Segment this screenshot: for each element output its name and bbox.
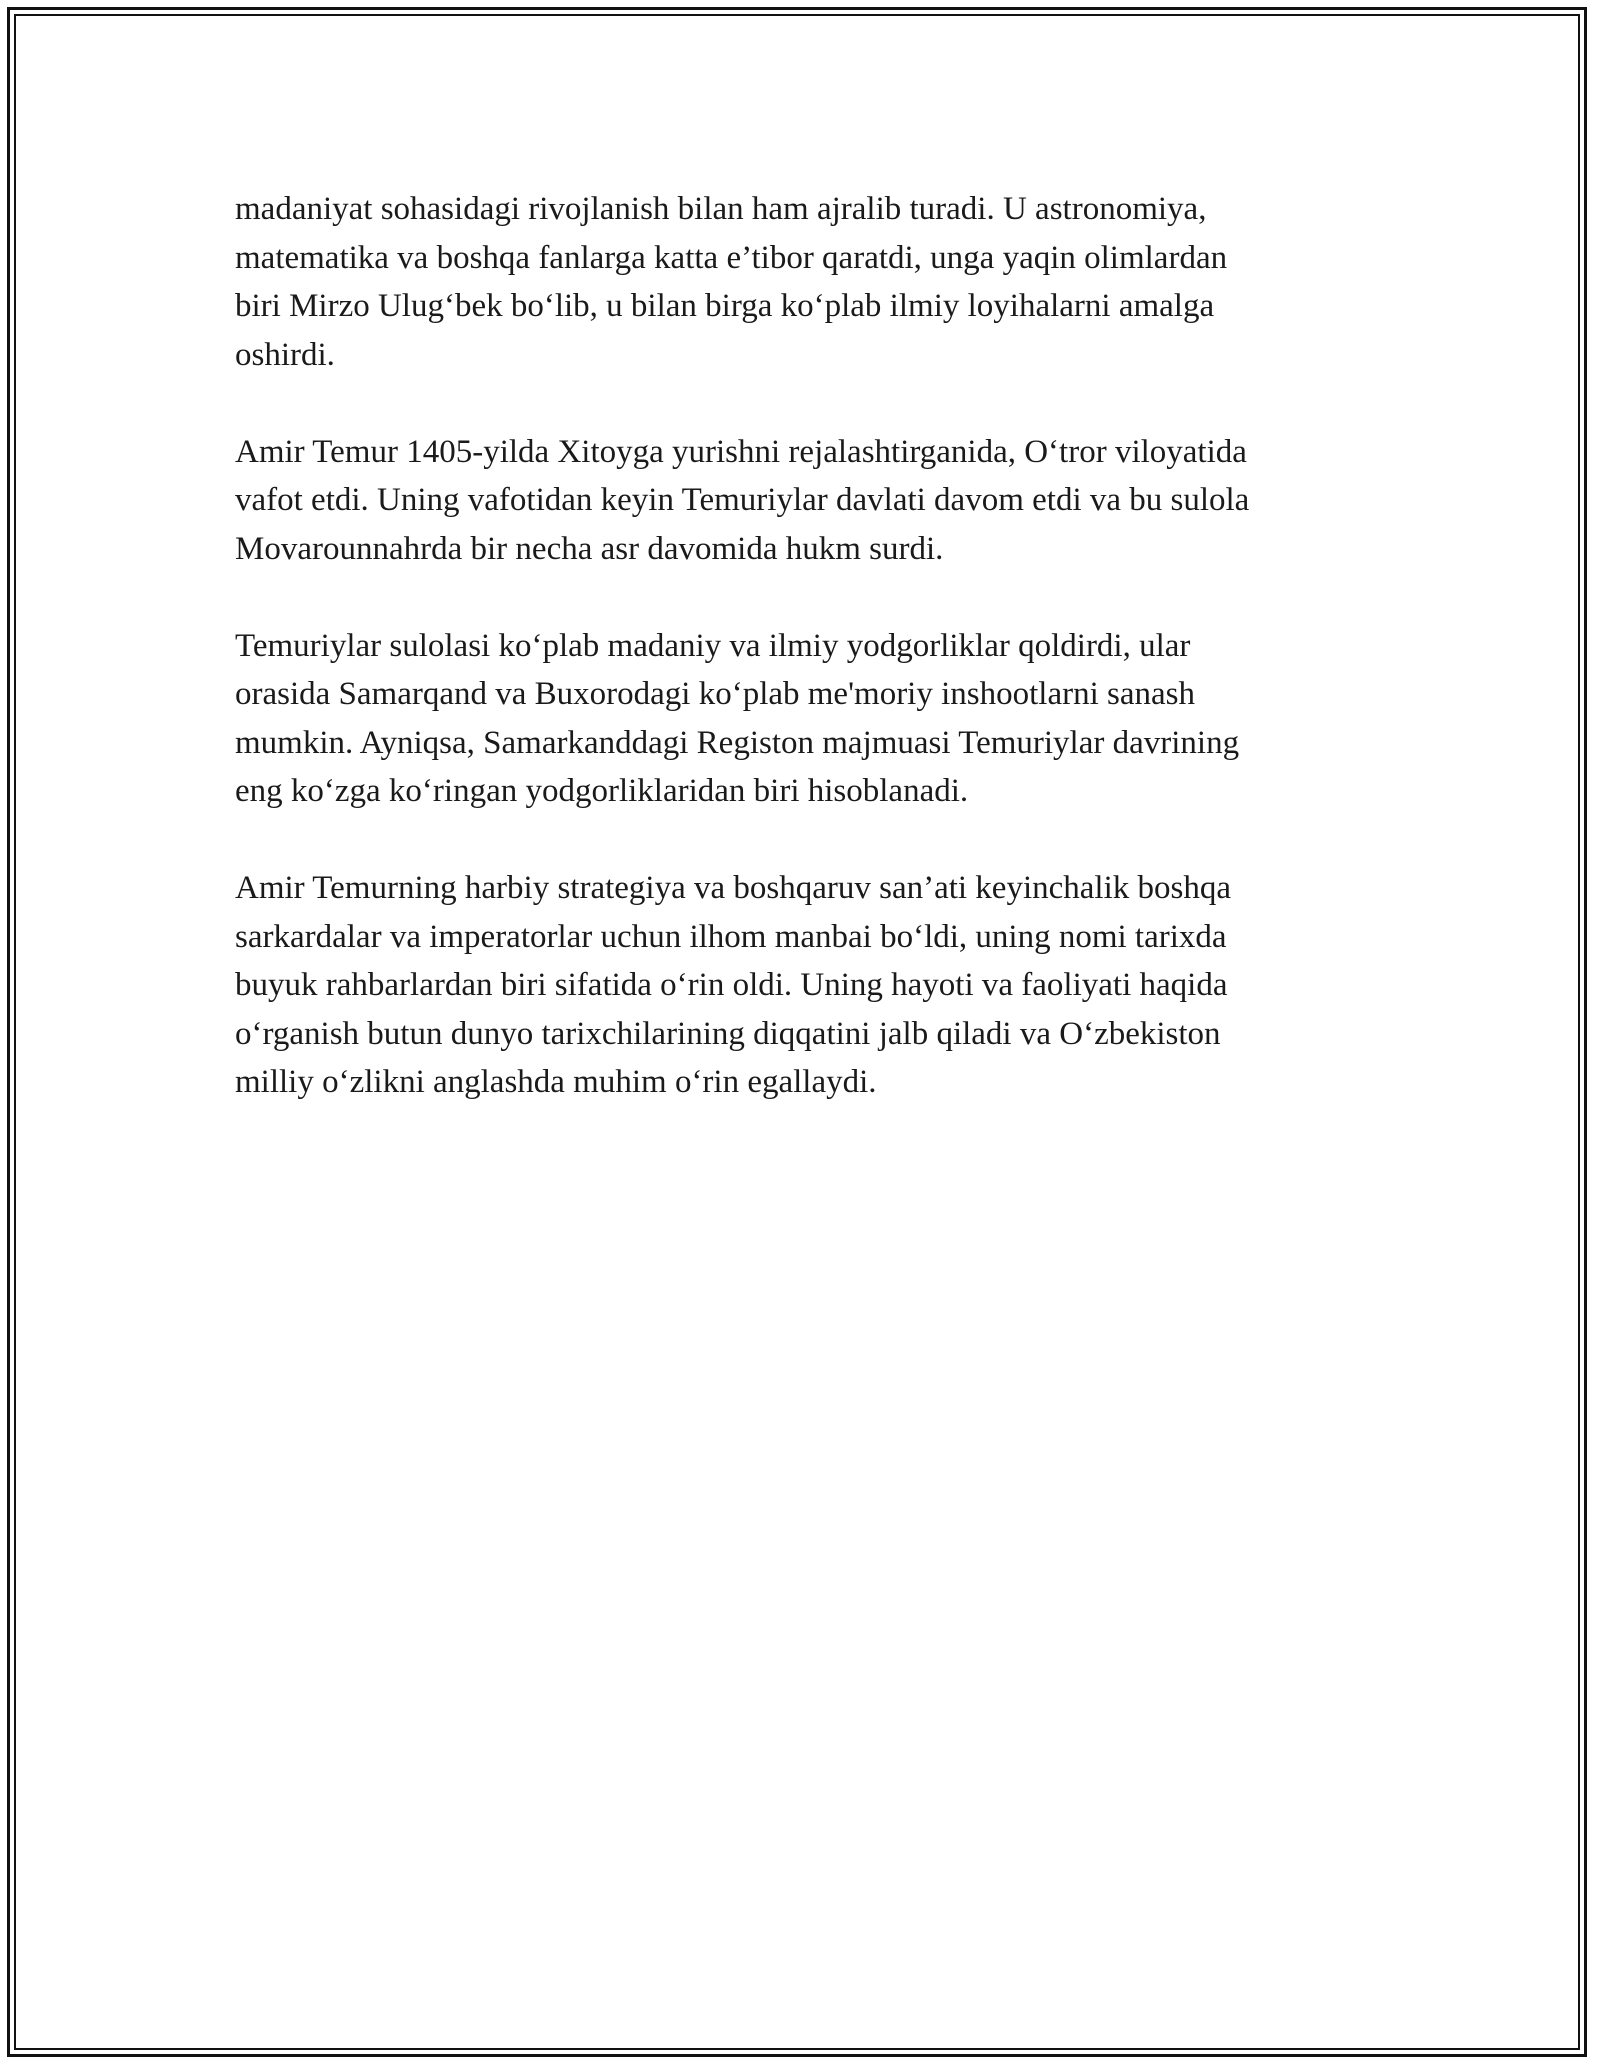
text-line: oshirdi. (235, 336, 335, 373)
paragraph-3 (235, 622, 1385, 816)
paragraph-4 (235, 864, 1385, 1107)
paragraph-1 (235, 185, 1385, 379)
text-line: o‘rganish butun dunyo tarixchilarining diqqatini jalb qiladi va O‘zbekiston (235, 1015, 1221, 1052)
text-line: matematika va boshqa fanlarga katta e’tibor qaratdi, unga yaqin olimlardan (235, 239, 1228, 276)
text-line: biri Mirzo Ulug‘bek bo‘lib, u bilan birga ko‘plab ilmiy loyihalarni amalga (235, 288, 1215, 324)
text-line: Movarounnahrda bir necha asr davomida hukm surdi. (235, 530, 944, 567)
text-line: Temuriylar sulolasi ko‘plab madaniy va ilmiy yodgorliklar qoldirdi, ular (235, 627, 1191, 664)
text-line: sarkardalar va imperatorlar uchun ilhom manbai bo‘ldi, uning nomi tarixda (235, 918, 1227, 955)
text-line: mumkin. Ayniqsa, Samarkanddagi Registon majmuasi Temuriylar davrining (235, 724, 1240, 761)
text-line: vafot etdi. Uning vafotidan keyin Temuriylar davlati davom etdi va bu sulola (235, 482, 1250, 518)
text-line: milliy o‘zlikni anglashda muhim o‘rin egallaydi. (235, 1064, 877, 1100)
text-line: Amir Temurning harbiy strategiya va boshqaruv san’ati keyinchalik boshqa (235, 870, 1231, 906)
text-line: madaniyat sohasidagi rivojlanish bilan ham ajralib turadi. U astronomiya, (235, 191, 1207, 227)
text-line: eng ko‘zga ko‘ringan yodgorliklaridan biri hisoblanadi. (235, 773, 969, 809)
text-line: orasida Samarqand va Buxorodagi ko‘plab me'moriy inshootlarni sanash (235, 676, 1195, 712)
text-line: Amir Temur 1405-yilda Xitoyga yurishni rejalashtirganida, O‘tror viloyatida (235, 433, 1247, 470)
document-body (235, 185, 1385, 1155)
text-line: buyuk rahbarlardan biri sifatida o‘rin oldi. Uning hayoti va faoliyati haqida (235, 967, 1228, 1003)
paragraph-2 (235, 428, 1385, 574)
